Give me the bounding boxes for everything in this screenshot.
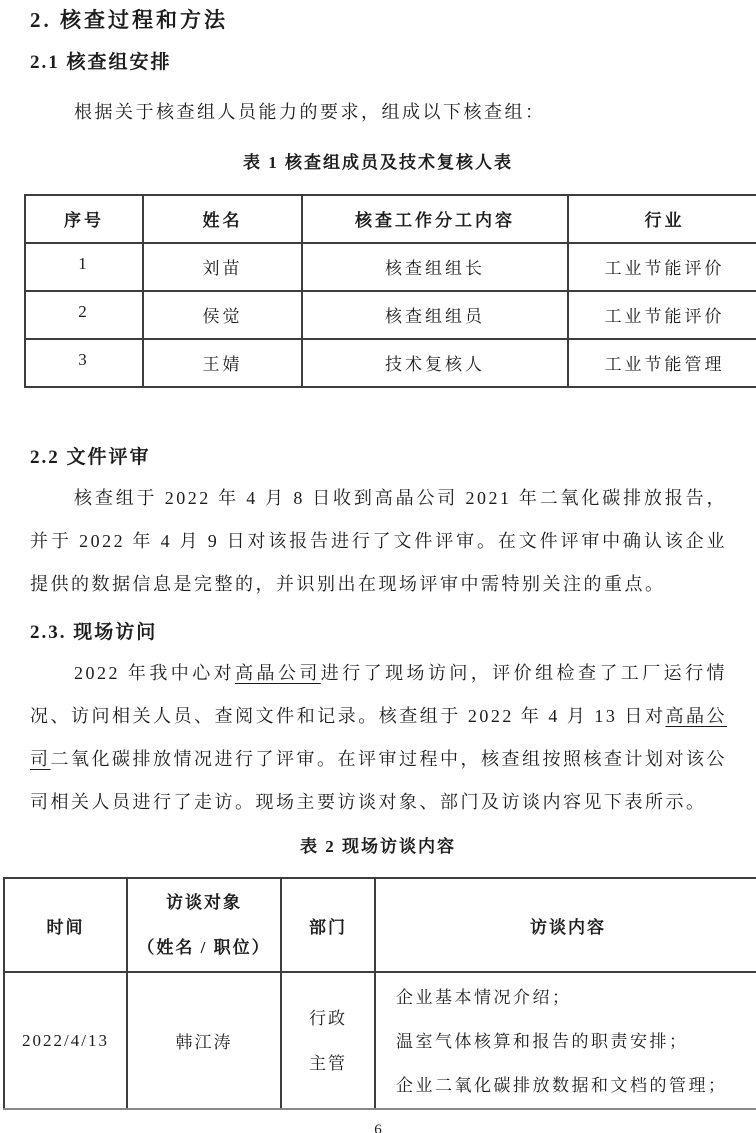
text-run: 二氧化碳排放情况进行了评审。在评审过程中，核查组按照核查计划对该公司相关人员进行了走访。现场主要访谈对象、部门及访谈内容见下表所示。 [30, 749, 727, 812]
table-row [4, 972, 756, 1109]
paragraph-site-visit [30, 652, 727, 824]
table-verification-team [24, 194, 756, 388]
section-heading-2-1: 2.1 核查组安排 [30, 52, 172, 73]
table-header-row [4, 878, 756, 972]
cell-interview-content [375, 972, 756, 1109]
page-title: 2. 核查过程和方法 [30, 8, 228, 32]
column-header-industry: 行业 [568, 195, 756, 243]
interview-content-line: 企业基本情况介绍； [396, 988, 572, 1007]
cell-name: 刘苗 [143, 243, 302, 291]
table-interview-content [3, 877, 756, 1110]
cell-role: 技术复核人 [302, 339, 568, 387]
column-header-name: 姓名 [143, 195, 302, 243]
cell-name: 王婧 [143, 339, 302, 387]
interview-content-line: 企业二氧化碳排放数据和文档的管理； [396, 1076, 728, 1095]
cell-index: 1 [25, 243, 143, 291]
cell-role: 核查组组长 [302, 243, 568, 291]
department-line2: 主管 [309, 1053, 347, 1073]
cell-name: 侯觉 [143, 291, 302, 339]
cell-industry: 工业节能评价 [568, 291, 756, 339]
table-row [25, 291, 756, 339]
department-line1: 行政 [309, 1008, 347, 1028]
table1-caption: 表 1 核查组成员及技术复核人表 [243, 153, 513, 172]
interviewee-header-line2: （姓名 / 职位） [137, 938, 271, 957]
column-header-content: 访谈内容 [375, 878, 756, 972]
section-heading-2-3: 2.3. 现场访问 [30, 622, 158, 643]
column-header-interviewee [127, 878, 281, 972]
cell-industry: 工业节能评价 [568, 243, 756, 291]
interviewee-header-line1: 访谈对象 [166, 893, 242, 912]
paragraph-document-review: 核查组于 2022 年 4 月 8 日收到高晶公司 2021 年二氧化碳排放报告，并于 2022 年 4 月 9 日对该报告进行了文件评审。在文件评审中确认该企业提供的数据信息是完整的，并识别出在现场评审中需特别关注的重点。 [30, 488, 727, 594]
table-header-row [25, 195, 756, 243]
column-header-time: 时间 [4, 878, 127, 972]
cell-index: 2 [25, 291, 143, 339]
section-heading-2-2: 2.2 文件评审 [30, 447, 151, 468]
column-header-role: 核查工作分工内容 [302, 195, 568, 243]
table-row [25, 339, 756, 387]
company-name-underlined: 高晶公司 [235, 663, 321, 683]
cell-time: 2022/4/13 [4, 972, 127, 1109]
cell-department [281, 972, 375, 1109]
interview-content-line: 温室气体核算和报告的职责安排； [396, 1032, 689, 1051]
column-header-index: 序号 [25, 195, 143, 243]
paragraph-team-arrangement: 根据关于核查组人员能力的要求，组成以下核查组： [74, 102, 546, 122]
page-number: 6 [374, 1122, 382, 1133]
cell-index: 3 [25, 339, 143, 387]
text-run: 进行了现场访问，评价组检查了工厂运行情况、访问相关人员、查阅文件和记录。核查组于 2022 年 4 月 13 日对 [30, 663, 728, 726]
cell-role: 核查组组员 [302, 291, 568, 339]
table-row [25, 243, 756, 291]
text-run: 2022 年我中心对 [74, 663, 236, 683]
column-header-department: 部门 [281, 878, 375, 972]
company-name-underlined: 高晶公司 [30, 706, 727, 769]
cell-industry: 工业节能管理 [568, 339, 756, 387]
table2-caption: 表 2 现场访谈内容 [300, 837, 456, 856]
cell-interviewee: 韩江涛 [127, 972, 281, 1109]
